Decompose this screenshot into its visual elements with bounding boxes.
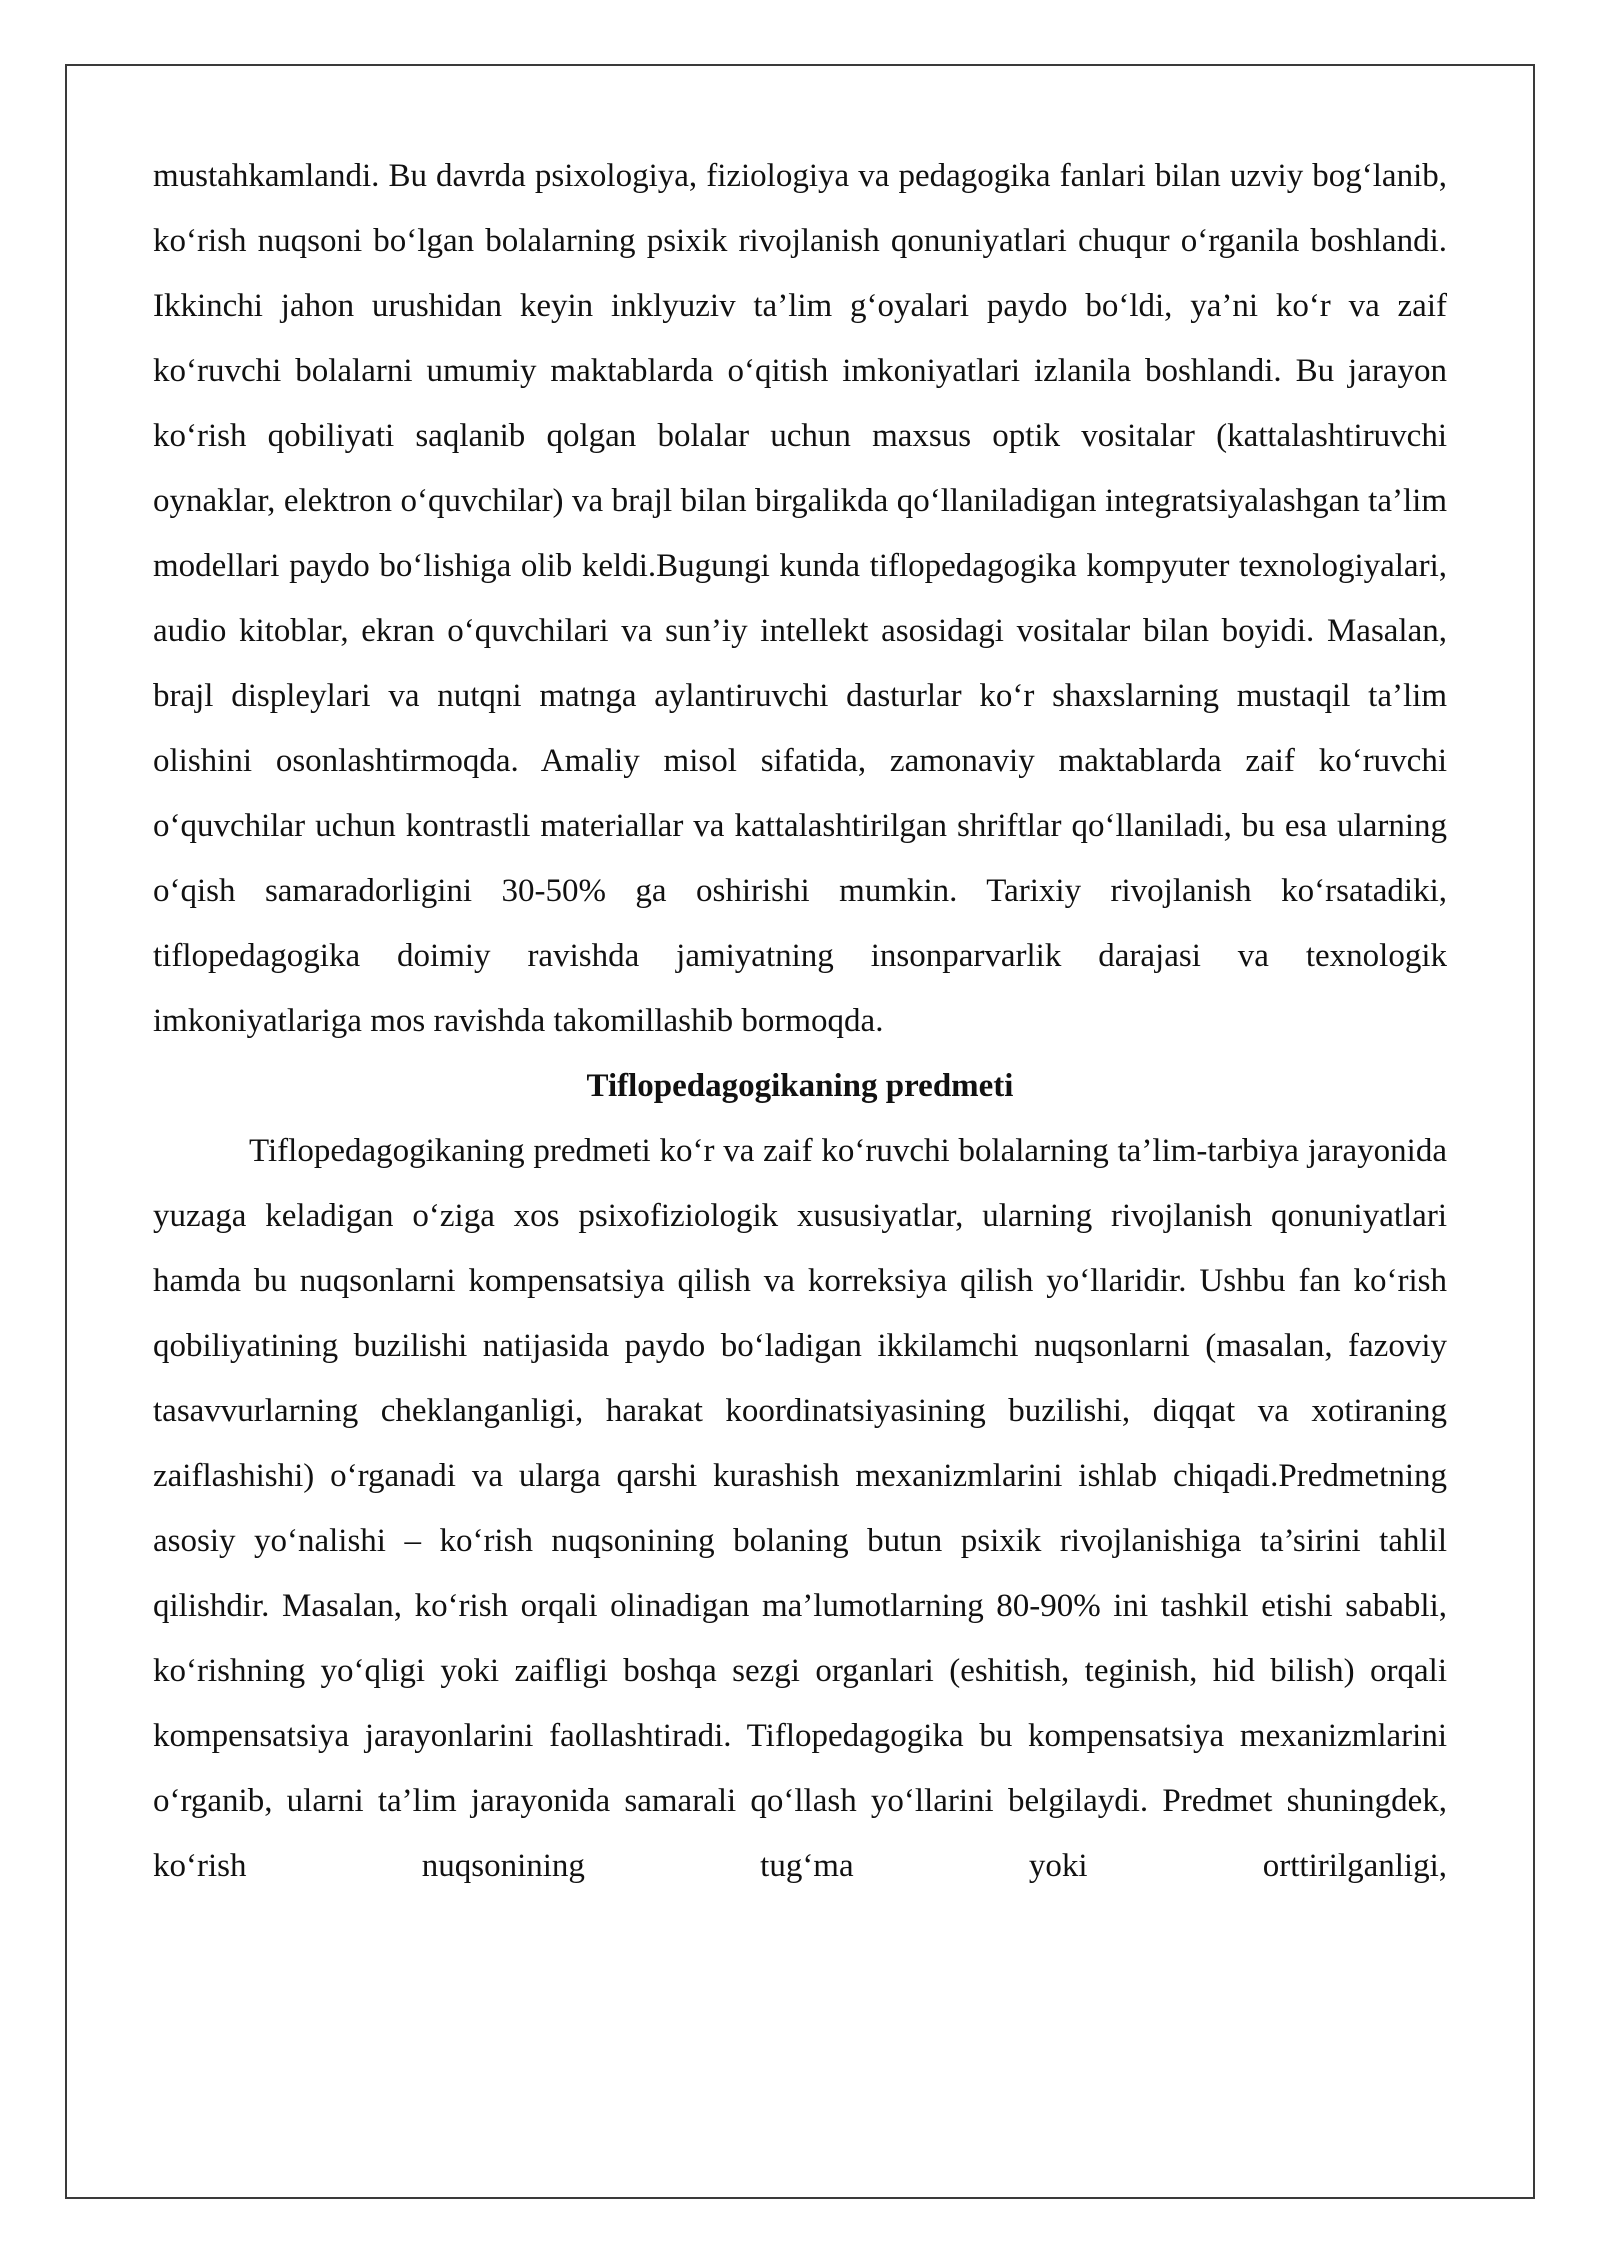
body-paragraph: mustahkamlandi. Bu davrda psixologiya, fiziologiya va pedagogika fanlari bilan uzviy bog‘lanib, ko‘rish nuqsoni bo‘lgan bolalarning psixik rivojlanish qonuniyatlari chuqur o‘rganila boshlandi. Ikkinchi jahon urushidan keyin inklyuziv ta’lim g‘oyalari paydo bo‘ldi, ya’ni ko‘r va zaif ko‘ruvchi bolalarni umumiy maktablarda o‘qitish imkoniyatlari izlanila boshlandi. Bu jarayon ko‘rish qobiliyati saqlanib qolgan bolalar uchun maxsus optik vositalar (kattalashtiruvchi oynaklar, elektron o‘quvchilar) va brajl bilan birgalikda qo‘llaniladigan integratsiyalashgan ta’lim modellari paydo bo‘lishiga olib keldi.Bugungi kunda tiflopedagogika kompyuter texnologiyalari, audio kitoblar, ekran o‘quvchilari va sun’iy intellekt asosidagi vositalar bilan boyidi. Masalan, brajl displeylari va nutqni matnga aylantiruvchi dasturlar ko‘r shaxslarning mustaqil ta’lim olishini osonlashtirmoqda. Amaliy misol sifatida, zamonaviy maktablarda zaif ko‘ruvchi o‘quvchilar uchun kontrastli materiallar va kattalashtirilgan shriftlar qo‘llaniladi, bu esa ularning o‘qish samaradorligini 30-50% ga oshirishi mumkin. Tarixiy rivojlanish ko‘rsatadiki, tiflopedagogika doimiy ravishda jamiyatning insonparvarlik darajasi va texnologik imkoniyatlariga mos ravishda takomillashib bormoqda. [153, 158, 1447, 1039]
section-heading: Tiflopedagogikaning predmeti [586, 1068, 1014, 1104]
document-body [153, 144, 1447, 1899]
body-paragraph-after-heading: Tiflopedagogikaning predmeti ko‘r va zaif ko‘ruvchi bolalarning ta’lim-tarbiya jarayonida yuzaga keladigan o‘ziga xos psixofiziologik xususiyatlar, ularning rivojlanish qonuniyatlari hamda bu nuqsonlarni kompensatsiya qilish va korreksiya qilish yo‘llaridir. Ushbu fan ko‘rish qobiliyatining buzilishi natijasida paydo bo‘ladigan ikkilamchi nuqsonlarni (masalan, fazoviy tasavvurlarning cheklanganligi, harakat koordinatsiyasining buzilishi, diqqat va xotiraning zaiflashishi) o‘rganadi va ularga qarshi kurashish mexanizmlarini ishlab chiqadi.Predmetning asosiy yo‘nalishi – ko‘rish nuqsonining bolaning butun psixik rivojlanishiga ta’sirini tahlil qilishdir. Masalan, ko‘rish orqali olinadigan ma’lumotlarning 80-90% ini tashkil etishi sababli, ko‘rishning yo‘qligi yoki zaifligi boshqa sezgi organlari (eshitish, teginish, hid bilish) orqali kompensatsiya jarayonlarini faollashtiradi. Tiflopedagogika bu kompensatsiya mexanizmlarini o‘rganib, ularni ta’lim jarayonida samarali qo‘llash yo‘llarini belgilaydi. Predmet shuningdek, ko‘rish nuqsonining tug‘ma yoki orttirilganligi, [153, 1133, 1447, 1884]
